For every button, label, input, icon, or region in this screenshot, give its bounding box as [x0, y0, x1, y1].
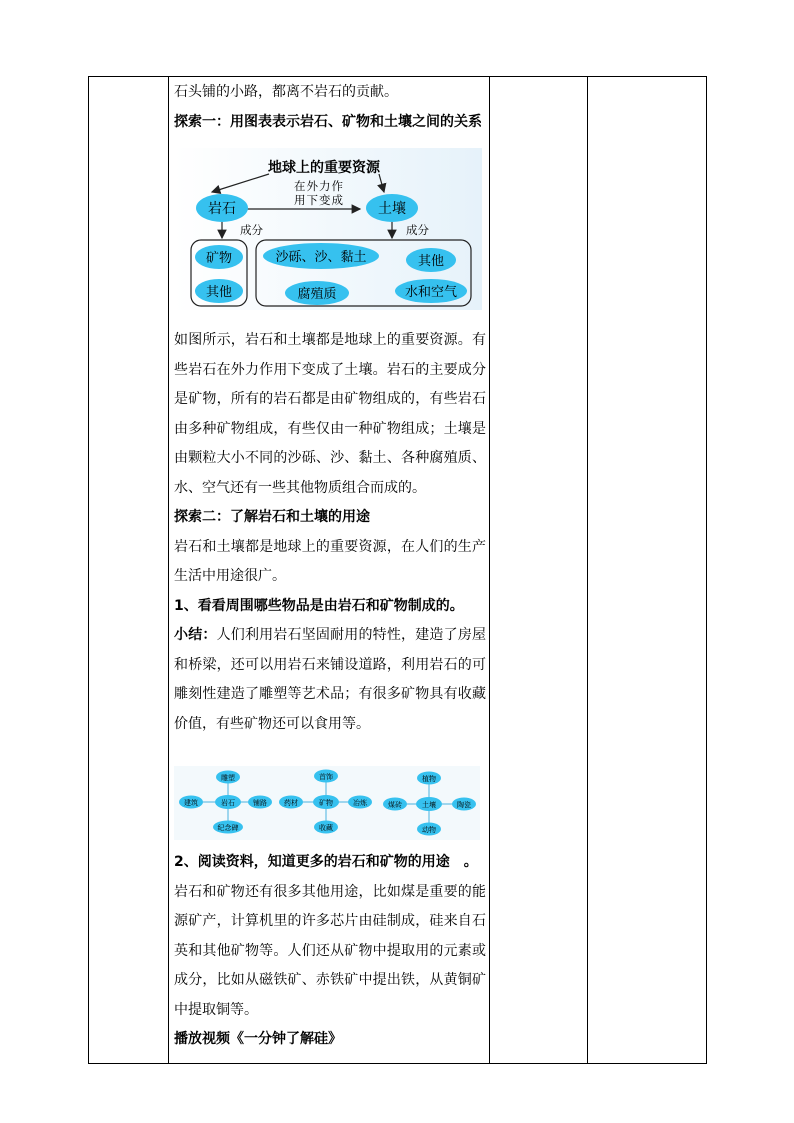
arrow-label: 用下变成: [294, 193, 344, 207]
resource-diagram: [174, 148, 482, 310]
water-air-label: 水和空气: [404, 285, 458, 300]
map-node: 植物: [422, 775, 436, 783]
map-node: 冶炼: [353, 799, 367, 807]
mineral-label: 矿物: [205, 251, 233, 266]
other-label: 其他: [417, 254, 445, 269]
map-node: 药材: [284, 799, 298, 807]
summary-label: 小结：: [174, 627, 217, 643]
sand-label: 沙砾、沙、黏土: [275, 250, 367, 265]
summary: [174, 621, 486, 739]
summary-text: 人们利用岩石坚固耐用的特性，建造了房屋和桥梁，还可以用岩石来铺设道路，利用岩石的可雕刻性建造了雕塑等艺术品；有很多矿物具有收藏价值，有些矿物还可以食用等。: [174, 627, 487, 732]
map-center: 矿物: [319, 799, 333, 807]
content-middle: [174, 326, 486, 739]
map-node: 煤砖: [388, 801, 402, 809]
map-node: 建筑: [184, 799, 198, 807]
map-node: 铺路: [253, 799, 267, 807]
map-node: 纪念碑: [217, 824, 239, 832]
map-node: 陶瓷: [457, 801, 471, 809]
soil-label: 土壤: [378, 201, 406, 217]
component-label: 成分: [406, 223, 429, 237]
humus-label: 腐殖质: [297, 287, 337, 302]
content-top: [174, 78, 486, 137]
column-divider: [168, 77, 169, 1063]
map-node: 雕塑: [221, 774, 235, 782]
other-label: 其他: [205, 285, 233, 300]
paragraph: 岩石和土壤都是地球上的重要资源，在人们的生产生活中用途很广。: [174, 538, 486, 584]
map-node: 收藏: [319, 824, 333, 832]
diagram-title: 地球上的重要资源: [268, 160, 380, 176]
arrow-label: 在外力作: [294, 179, 344, 193]
content-bottom: [174, 848, 486, 1055]
explore-two-heading: 探索二：了解岩石和土壤的用途: [174, 509, 370, 525]
component-label: 成分: [240, 223, 263, 237]
rock-label: 岩石: [208, 201, 236, 217]
question-one: 1、看看周围哪些物品是由岩石和矿物制成的。: [174, 597, 464, 614]
uses-diagram: [174, 766, 480, 840]
column-divider: [587, 77, 588, 1063]
explore-one-heading: 探索一：用图表表示岩石、矿物和土壤之间的关系: [174, 113, 482, 130]
question-two: 2、阅读资料，知道更多的岩石和矿物的用途 。: [174, 854, 478, 870]
intro-line: 石头铺的小路，都离不岩石的贡献。: [174, 84, 398, 100]
column-divider: [489, 77, 490, 1063]
map-node: 动物: [422, 826, 436, 834]
map-center: 岩石: [221, 799, 235, 807]
paragraph: 岩石和矿物还有很多其他用途，比如煤是重要的能源矿产，计算机里的许多芯片由硅制成，硅来自石英和其他矿物等。人们还从矿物中提取用的元素或成分，比如从磁铁矿、赤铁矿中提出铁，从黄铜矿中提取铜等。: [174, 883, 486, 1018]
video-line: 播放视频《一分钟了解硅》: [174, 1031, 342, 1047]
paragraph: 如图所示，岩石和土壤都是地球上的重要资源。有些岩石在外力作用下变成了土壤。岩石的主要成分是矿物，所有的岩石都是由矿物组成的，有些岩石由多种矿物组成，有些仅由一种矿物组成；土壤是由颗粒大小不同的沙砾、沙、黏土、各种腐殖质、水、空气还有一些其他物质组合而成的。: [174, 332, 486, 496]
map-center: 土壤: [422, 801, 436, 809]
map-node: 首饰: [319, 773, 333, 781]
